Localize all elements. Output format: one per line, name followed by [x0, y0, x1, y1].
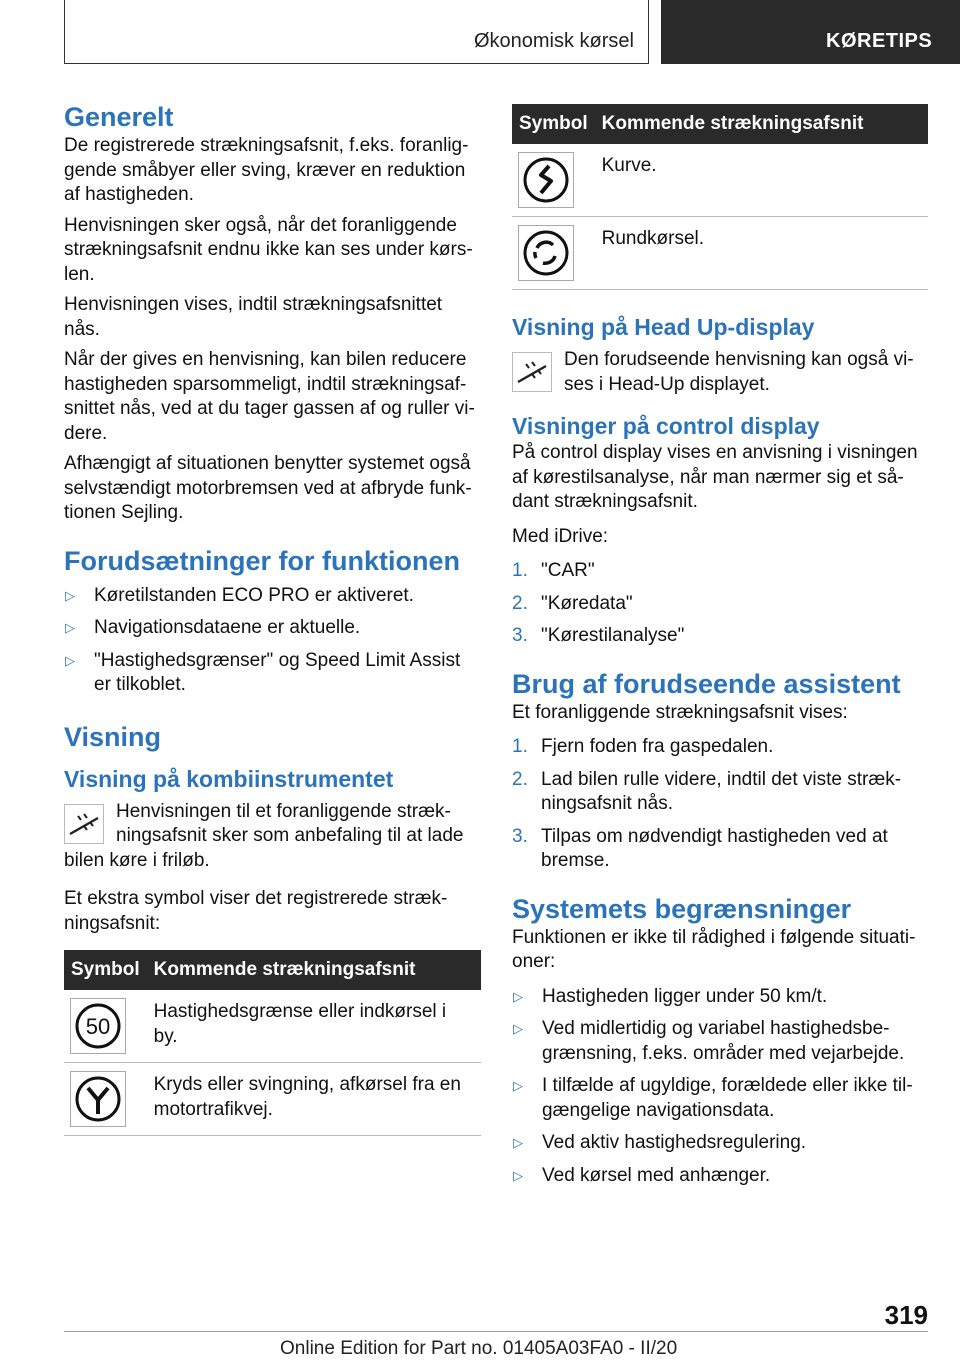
list-item: ▷ Ved kørsel med anhænger. — [512, 1164, 928, 1189]
page-number: 319 — [884, 1300, 928, 1330]
table-header-section: Kommende strækningsafsnit — [595, 104, 928, 144]
heading-begraensninger: Systemets begrænsninger — [512, 893, 852, 924]
list-item: 3. "Kørestilanalyse" — [512, 625, 685, 646]
heading-forudsaetninger: Forudsætninger for funktionen — [64, 545, 460, 576]
list-item: ▷ I tilfælde af ugyldige, forældede eller ikke tilgængelige navigationsdata. — [512, 1074, 928, 1123]
bullet-triangle-icon: ▷ — [65, 587, 75, 603]
symbol-table-right — [512, 104, 928, 290]
table-header-symbol: Symbol — [64, 950, 147, 990]
list-item: ▷ Ved midlertidig og variabel hastighedsbegrænsning, f.eks. områder med vejarbejde. — [512, 1017, 928, 1066]
paragraph: På control display vises en anvisning i visningen af kørestilsanalyse, når man nærmer sig et sådant strækningsafsnit. — [512, 442, 918, 512]
list-item: ▷ Hastigheden ligger under 50 km/t. — [512, 985, 928, 1010]
list-item: ▷ Køretilstanden ECO PRO er aktiveret. — [64, 584, 481, 609]
paragraph: De registrerede strækningsafsnit, f.eks. foranliggende småbyer eller sving, kræver en reduktion af hastigheden. — [64, 135, 469, 205]
table-row: Rundkørsel. — [512, 217, 928, 290]
symbol-table-left — [64, 950, 481, 1136]
list-item: 3. Tilpas om nødvendigt hastigheden ved at bremse. — [512, 825, 888, 871]
curve-icon — [518, 152, 574, 208]
paragraph: Et ekstra symbol viser det registrerede strækningsafsnit: — [64, 888, 448, 934]
coasting-hint-icon — [512, 352, 552, 392]
header-chapter-tab — [661, 0, 960, 64]
bullet-triangle-icon: ▷ — [513, 988, 523, 1004]
table-row: Kryds eller svingning, afkørsel fra en motortrafikvej. — [64, 1063, 481, 1136]
paragraph: Funktionen er ikke til rådighed i følgende situationer: — [512, 926, 916, 972]
bullet-triangle-icon: ▷ — [65, 620, 75, 635]
heading-head-up: Visning på Head Up-display — [512, 314, 815, 340]
list-item: 1. "CAR" — [512, 560, 595, 581]
bullet-triangle-icon: ▷ — [513, 1078, 523, 1093]
table-row: 50 Hastighedsgrænse eller indkørsel i by. — [64, 990, 481, 1063]
coasting-hint-icon — [64, 804, 104, 844]
heading-visning: Visning — [64, 721, 162, 752]
footer-divider — [64, 1331, 928, 1332]
kombi-hint: Henvisningen til et foranliggende strækningsafsnit sker som anbefaling til at lade bilen køre i friløb. — [64, 800, 464, 871]
header-chapter-title: KØRETIPS — [826, 30, 933, 52]
list-item: 2. Lad bilen rulle videre, indtil det viste strækningsafsnit nås. — [512, 768, 902, 814]
svg-text:50: 50 — [85, 1014, 111, 1039]
edition-note: Online Edition for Part no. 01405A03FA0 - II/20 — [280, 1338, 678, 1359]
paragraph: Henvisningen sker også, når det foranliggende strækningsafsnit endnu ikke kan ses under kørslen. — [64, 214, 473, 285]
bullet-triangle-icon: ▷ — [513, 1021, 523, 1036]
list-item: ▷ Navigationsdataene er aktuelle. — [64, 616, 481, 641]
paragraph: Afhængigt af situationen benytter systemet også selvstændigt motorbremsen ved at afbryde funktionen Sejling. — [64, 453, 472, 523]
paragraph: Henvisningen vises, indtil strækningsafsnittet nås. — [64, 294, 443, 340]
heading-kombiinstrument: Visning på kombiinstrumentet — [64, 765, 394, 792]
header-section-title: Økonomisk kørsel — [473, 30, 634, 52]
header-section-tab — [64, 0, 649, 64]
bullet-triangle-icon: ▷ — [513, 1167, 523, 1183]
heading-control-display: Visninger på control display — [512, 413, 820, 439]
paragraph: Når der gives en henvisning, kan bilen reducere hastigheden sparsommeligt, indtil strækningsafsnittet nås, ved at du tager gassen af og ruller videre. — [64, 349, 475, 444]
list-item: ▷ Ved aktiv hastighedsregulering. — [512, 1131, 928, 1156]
table-header-symbol: Symbol — [512, 104, 595, 144]
paragraph: Med iDrive: — [512, 525, 609, 547]
bullet-triangle-icon: ▷ — [513, 1135, 523, 1150]
bullet-triangle-icon: ▷ — [65, 652, 75, 668]
hud-hint: Den forudseende henvisning kan også vises i Head-Up displayet. — [512, 348, 928, 397]
right-column — [512, 104, 928, 1196]
paragraph: Et foranliggende strækningsafsnit vises: — [512, 701, 848, 723]
table-header-section: Kommende strækningsafsnit — [147, 950, 481, 990]
heading-brug: Brug af forudseende assistent — [512, 668, 901, 699]
table-row: Kurve. — [512, 144, 928, 217]
list-item: 1. Fjern foden fra gaspedalen. — [512, 736, 774, 757]
roundabout-icon — [518, 225, 574, 281]
left-column — [64, 100, 481, 1136]
junction-icon — [70, 1071, 126, 1127]
heading-generelt: Generelt — [64, 102, 174, 132]
list-item: 2. "Køredata" — [512, 592, 633, 614]
list-item: ▷ "Hastighedsgrænser" og Speed Limit Assist er tilkoblet. — [64, 649, 481, 698]
speed-limit-50-icon — [70, 998, 126, 1054]
